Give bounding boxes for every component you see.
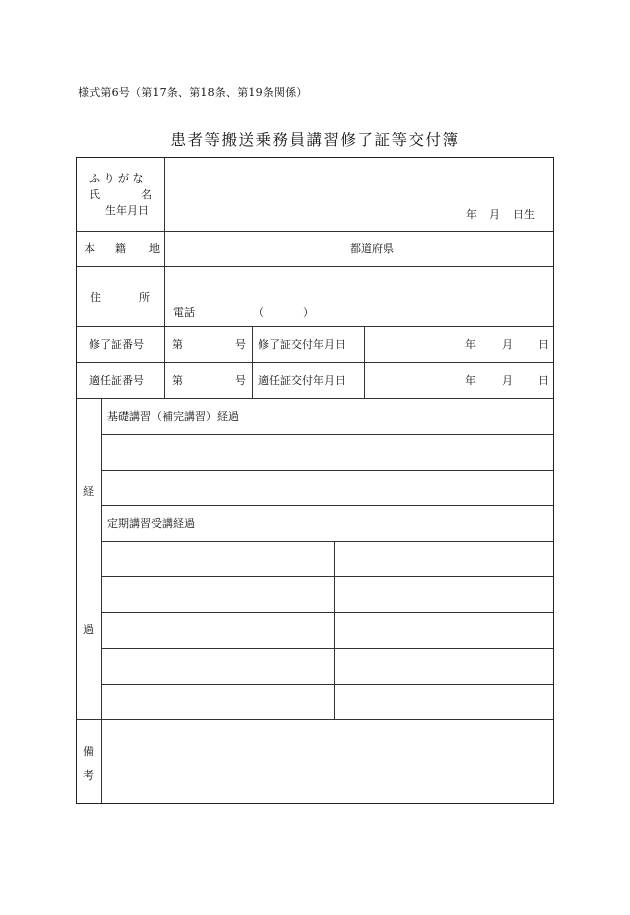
aptitude-go: 号: [235, 374, 246, 387]
basic-course-heading: 基礎講習（補完講習）経過: [107, 410, 239, 423]
domicile-label-part: 地: [149, 242, 160, 255]
remarks-label-bottom: 考: [83, 769, 94, 782]
address-label-part: 所: [139, 291, 150, 304]
row-divider: [77, 398, 553, 399]
row-divider: [101, 684, 553, 685]
aptitude-day-unit: 日: [538, 374, 549, 387]
row-divider: [101, 648, 553, 649]
address-label-part: 住: [90, 291, 101, 304]
aptitude-number-label: 適任証番号: [89, 374, 144, 387]
label-column-divider: [164, 158, 165, 398]
name-label-part: 氏: [89, 188, 100, 201]
periodic-column-divider: [334, 541, 335, 719]
cert-dai: 第: [172, 338, 183, 351]
history-label-bottom: 過: [83, 623, 94, 636]
aptitude-year-unit: 年: [465, 374, 476, 387]
cert-number-divider: [252, 326, 253, 398]
row-divider: [77, 326, 553, 327]
birth-year-unit: 年: [466, 208, 477, 221]
registry-form: [76, 157, 554, 804]
birth-date-label: 生年月日: [105, 204, 149, 217]
phone-label: 電話: [173, 306, 195, 319]
cert-day-unit: 日: [538, 338, 549, 351]
page-title: 患者等搬送乗務員講習修了証等交付簿: [170, 131, 460, 149]
row-divider: [101, 541, 553, 542]
row-divider: [77, 231, 553, 232]
form-reference: 様式第6号（第17条、第18条、第19条関係）: [78, 86, 308, 99]
row-divider: [77, 266, 553, 267]
prefecture-text: 都道府県: [350, 242, 394, 255]
phone-paren-open: （: [253, 306, 264, 319]
row-divider: [101, 505, 553, 506]
row-divider: [101, 576, 553, 577]
row-divider: [101, 470, 553, 471]
aptitude-date-label: 適任証交付年月日: [258, 374, 346, 387]
aptitude-month-unit: 月: [502, 374, 513, 387]
cert-number-label: 修了証番号: [89, 338, 144, 351]
row-divider: [77, 719, 553, 720]
birth-day-unit: 日生: [513, 208, 535, 221]
furigana-label: ふ り が な: [89, 172, 144, 185]
periodic-course-heading: 定期講習受講経過: [107, 517, 195, 530]
cert-go: 号: [235, 338, 246, 351]
remarks-label-top: 備: [83, 745, 94, 758]
cert-date-divider: [364, 326, 365, 398]
birth-month-unit: 月: [489, 208, 500, 221]
history-label-top: 経: [83, 485, 94, 498]
cert-year-unit: 年: [465, 338, 476, 351]
domicile-label-part: 籍: [115, 242, 126, 255]
history-label-divider: [101, 398, 102, 803]
domicile-label-part: 本: [84, 242, 95, 255]
row-divider: [101, 612, 553, 613]
name-label-part: 名: [141, 188, 152, 201]
aptitude-dai: 第: [172, 374, 183, 387]
cert-date-label: 修了証交付年月日: [258, 338, 346, 351]
phone-paren-close: ）: [303, 306, 314, 319]
row-divider: [77, 362, 553, 363]
row-divider: [101, 434, 553, 435]
cert-month-unit: 月: [502, 338, 513, 351]
